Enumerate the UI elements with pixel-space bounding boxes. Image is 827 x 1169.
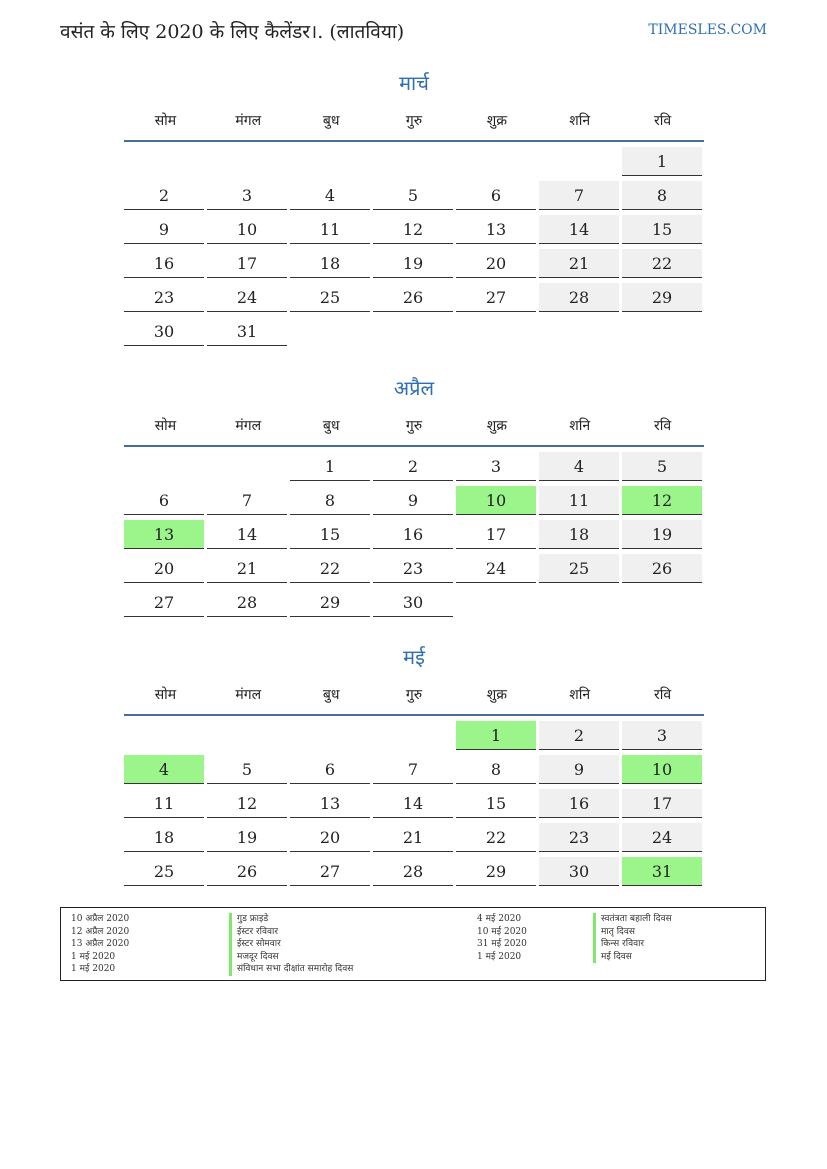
day-cell[interactable]: 16 — [539, 789, 619, 818]
day-cell[interactable]: 24 — [456, 554, 536, 583]
day-cell[interactable]: 12 — [622, 486, 702, 515]
day-cell[interactable]: 11 — [124, 789, 204, 818]
holiday-date: 1 मई 2020 — [477, 951, 522, 962]
day-cell[interactable]: 12 — [207, 789, 287, 818]
holiday-legend — [60, 907, 766, 981]
day-cell[interactable]: 6 — [124, 486, 204, 515]
holiday-date: 10 मई 2020 — [477, 926, 527, 937]
day-cell[interactable]: 19 — [622, 520, 702, 549]
empty-cell — [456, 147, 536, 176]
day-cell[interactable]: 13 — [456, 215, 536, 244]
weekday-label: रवि — [654, 417, 672, 434]
header-divider — [124, 445, 704, 447]
day-cell[interactable]: 18 — [290, 249, 370, 278]
day-cell[interactable]: 18 — [124, 823, 204, 852]
weekday-label: सोम — [154, 417, 177, 434]
weekday-label: बुध — [322, 112, 340, 129]
holiday-name: मई दिवस — [593, 951, 672, 964]
day-cell[interactable]: 9 — [373, 486, 453, 515]
weekday-label: सोम — [154, 112, 177, 129]
day-cell[interactable]: 8 — [290, 486, 370, 515]
empty-cell — [207, 147, 287, 176]
holiday-name: मातृ दिवस — [593, 926, 672, 939]
day-cell[interactable]: 20 — [456, 249, 536, 278]
day-cell[interactable]: 22 — [622, 249, 702, 278]
day-cell[interactable]: 27 — [456, 283, 536, 312]
day-cell[interactable]: 19 — [373, 249, 453, 278]
weekday-label: मंगल — [235, 417, 262, 434]
month-title: मार्च — [399, 71, 429, 95]
day-cell[interactable]: 9 — [124, 215, 204, 244]
day-cell[interactable]: 25 — [124, 857, 204, 886]
day-cell[interactable]: 2 — [124, 181, 204, 210]
day-cell[interactable]: 22 — [290, 554, 370, 583]
day-cell[interactable]: 11 — [539, 486, 619, 515]
weekday-label: बुध — [322, 686, 340, 703]
day-cell[interactable]: 1 — [622, 147, 702, 176]
month-calendar — [124, 373, 704, 617]
day-cell[interactable]: 8 — [622, 181, 702, 210]
day-cell[interactable]: 3 — [456, 452, 536, 481]
day-cell[interactable]: 30 — [373, 588, 453, 617]
day-cell[interactable]: 17 — [207, 249, 287, 278]
header-divider — [124, 140, 704, 142]
day-cell[interactable]: 15 — [456, 789, 536, 818]
day-cell[interactable]: 26 — [622, 554, 702, 583]
weekday-label: बुध — [322, 417, 340, 434]
day-cell[interactable]: 5 — [622, 452, 702, 481]
empty-cell — [622, 317, 702, 346]
day-cell[interactable]: 20 — [290, 823, 370, 852]
day-cell[interactable]: 13 — [124, 520, 204, 549]
day-cell[interactable]: 17 — [622, 789, 702, 818]
weekday-label: शनि — [569, 686, 591, 703]
day-cell[interactable]: 8 — [456, 755, 536, 784]
day-cell[interactable]: 4 — [124, 755, 204, 784]
day-cell[interactable]: 6 — [290, 755, 370, 784]
month-calendar — [124, 642, 704, 886]
day-cell[interactable]: 5 — [373, 181, 453, 210]
weekday-label: रवि — [654, 112, 672, 129]
day-cell[interactable]: 2 — [373, 452, 453, 481]
weekday-label: गुरु — [405, 686, 423, 703]
day-cell[interactable]: 17 — [456, 520, 536, 549]
day-cell[interactable]: 24 — [207, 283, 287, 312]
day-cell[interactable]: 13 — [290, 789, 370, 818]
day-cell[interactable]: 1 — [456, 721, 536, 750]
site-link[interactable]: TIMESLES.COM — [648, 22, 767, 38]
day-cell[interactable]: 1 — [290, 452, 370, 481]
day-cell[interactable]: 7 — [207, 486, 287, 515]
day-cell[interactable]: 23 — [373, 554, 453, 583]
empty-cell — [290, 721, 370, 750]
day-cell[interactable]: 25 — [290, 283, 370, 312]
day-cell[interactable]: 29 — [622, 283, 702, 312]
header-divider — [124, 714, 704, 716]
empty-cell — [373, 721, 453, 750]
day-cell[interactable]: 28 — [539, 283, 619, 312]
empty-cell — [456, 588, 536, 617]
day-cell[interactable]: 28 — [373, 857, 453, 886]
holiday-date: 13 अप्रैल 2020 — [71, 939, 130, 949]
day-cell[interactable]: 7 — [373, 755, 453, 784]
empty-cell — [373, 317, 453, 346]
day-cell[interactable]: 21 — [207, 554, 287, 583]
day-cell[interactable]: 4 — [539, 452, 619, 481]
day-cell[interactable]: 23 — [124, 283, 204, 312]
day-cell[interactable]: 14 — [207, 520, 287, 549]
day-cell[interactable]: 15 — [622, 215, 702, 244]
weekday-header — [124, 407, 704, 443]
day-cell[interactable]: 27 — [290, 857, 370, 886]
weekday-header — [124, 676, 704, 712]
day-cell[interactable]: 10 — [622, 755, 702, 784]
weekday-label: मंगल — [235, 112, 262, 129]
day-cell[interactable]: 20 — [124, 554, 204, 583]
day-grid — [124, 721, 704, 886]
page-title: वसंत के लिए 2020 के लिए कैलेंडर।. (लातविया) — [60, 21, 405, 43]
day-grid — [124, 452, 704, 617]
holiday-name: गुड फ्राइडे — [229, 913, 353, 926]
empty-cell — [124, 452, 204, 481]
day-cell[interactable]: 26 — [207, 857, 287, 886]
day-cell[interactable]: 29 — [456, 857, 536, 886]
weekday-label: शनि — [569, 112, 591, 129]
day-cell[interactable]: 29 — [290, 588, 370, 617]
day-cell[interactable]: 3 — [207, 181, 287, 210]
day-cell[interactable]: 16 — [124, 249, 204, 278]
day-cell[interactable]: 28 — [207, 588, 287, 617]
day-cell[interactable]: 3 — [622, 721, 702, 750]
empty-cell — [207, 721, 287, 750]
holiday-name: मजदूर दिवस — [229, 951, 353, 964]
day-cell[interactable]: 2 — [539, 721, 619, 750]
month-calendar — [124, 68, 704, 346]
weekday-label: शुक्र — [486, 686, 507, 703]
month-title: मई — [403, 645, 425, 669]
holiday-name: स्वतंत्रता बहाली दिवस — [593, 913, 672, 926]
day-cell[interactable]: 21 — [373, 823, 453, 852]
day-cell[interactable]: 14 — [539, 215, 619, 244]
day-cell[interactable]: 19 — [207, 823, 287, 852]
empty-cell — [539, 147, 619, 176]
day-cell[interactable]: 25 — [539, 554, 619, 583]
day-cell[interactable]: 5 — [207, 755, 287, 784]
month-title: अप्रैल — [393, 376, 435, 400]
empty-cell — [622, 588, 702, 617]
day-cell[interactable]: 16 — [373, 520, 453, 549]
day-cell[interactable]: 4 — [290, 181, 370, 210]
day-cell[interactable]: 12 — [373, 215, 453, 244]
weekday-header — [124, 102, 704, 138]
weekday-label: मंगल — [235, 686, 262, 703]
holiday-date: 31 मई 2020 — [477, 939, 527, 949]
day-grid — [124, 147, 704, 346]
day-cell[interactable]: 15 — [290, 520, 370, 549]
weekday-label: शनि — [569, 417, 591, 434]
day-cell[interactable]: 7 — [539, 181, 619, 210]
day-cell[interactable]: 27 — [124, 588, 204, 617]
day-cell[interactable]: 11 — [290, 215, 370, 244]
holiday-date: 10 अप्रैल 2020 — [71, 914, 130, 924]
weekday-label: सोम — [154, 686, 177, 703]
weekday-label: शुक्र — [486, 112, 507, 129]
empty-cell — [539, 588, 619, 617]
day-cell[interactable]: 23 — [539, 823, 619, 852]
holiday-name: ईस्टर सोमवार — [229, 938, 353, 951]
holiday-date: 12 अप्रैल 2020 — [71, 926, 130, 937]
empty-cell — [124, 721, 204, 750]
day-cell[interactable]: 21 — [539, 249, 619, 278]
empty-cell — [290, 317, 370, 346]
day-cell[interactable]: 30 — [124, 317, 204, 346]
day-cell[interactable]: 26 — [373, 283, 453, 312]
empty-cell — [207, 452, 287, 481]
day-cell[interactable]: 30 — [539, 857, 619, 886]
day-cell[interactable]: 31 — [622, 857, 702, 886]
holiday-date: 1 मई 2020 — [71, 964, 116, 974]
day-cell[interactable]: 9 — [539, 755, 619, 784]
day-cell[interactable]: 24 — [622, 823, 702, 852]
holiday-name: किन्स रविवार — [593, 938, 672, 951]
day-cell[interactable]: 18 — [539, 520, 619, 549]
weekday-label: गुरु — [405, 112, 423, 129]
day-cell[interactable]: 14 — [373, 789, 453, 818]
day-cell[interactable]: 10 — [207, 215, 287, 244]
day-cell[interactable]: 6 — [456, 181, 536, 210]
day-cell[interactable]: 10 — [456, 486, 536, 515]
empty-cell — [456, 317, 536, 346]
holiday-name: ईस्टर रविवार — [229, 926, 353, 939]
weekday-label: रवि — [654, 686, 672, 703]
day-cell[interactable]: 31 — [207, 317, 287, 346]
holiday-date: 1 मई 2020 — [71, 951, 116, 962]
weekday-label: गुरु — [405, 417, 423, 434]
empty-cell — [290, 147, 370, 176]
holiday-name: संविधान सभा दीक्षांत समारोह दिवस — [229, 963, 353, 976]
empty-cell — [124, 147, 204, 176]
empty-cell — [373, 147, 453, 176]
empty-cell — [539, 317, 619, 346]
weekday-label: शुक्र — [486, 417, 507, 434]
holiday-date: 4 मई 2020 — [477, 914, 522, 924]
day-cell[interactable]: 22 — [456, 823, 536, 852]
